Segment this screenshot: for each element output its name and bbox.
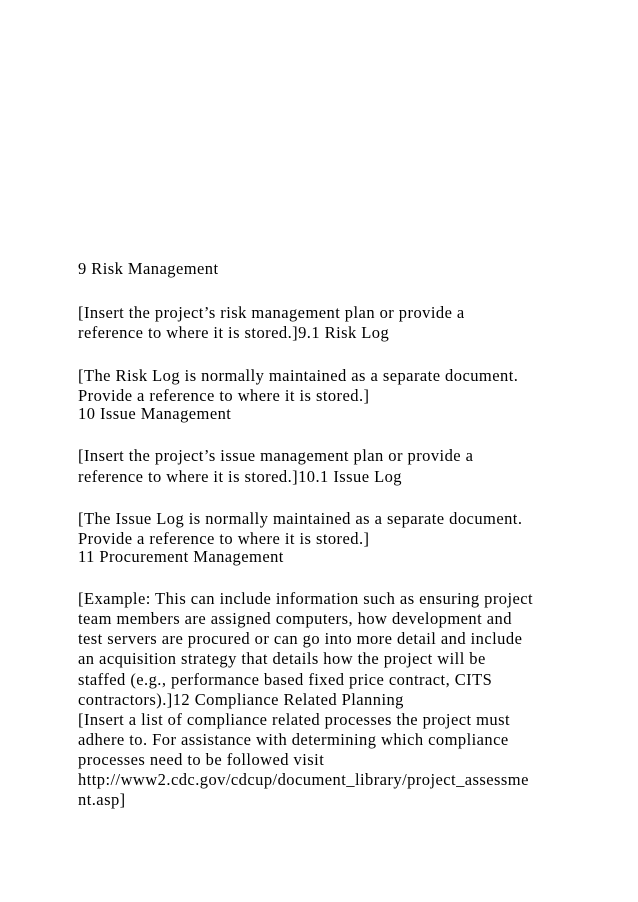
text-line: an acquisition strategy that details how the project will be <box>78 649 486 668</box>
text-line: [The Issue Log is normally maintained as a separate document. <box>78 509 523 528</box>
heading-procurement-management: 11 Procurement Management <box>78 547 284 566</box>
text-line: [Example: This can include information such as ensuring project <box>78 589 534 608</box>
text-line: team members are assigned computers, how development and <box>78 609 512 628</box>
text-line: contractors).]12 Compliance Related Planning <box>78 690 404 709</box>
text-line: processes need to be followed visit <box>78 750 325 769</box>
text-line: adhere to. For assistance with determining which compliance <box>78 730 509 749</box>
text-line: Provide a reference to where it is stored.] <box>78 529 370 548</box>
heading-risk-management: 9 Risk Management <box>78 259 219 278</box>
url-line: http://www2.cdc.gov/cdcup/document_library/project_assessme <box>78 770 529 789</box>
text-line: test servers are procured or can go into more detail and include <box>78 629 523 648</box>
text-line: [Insert the project’s risk management plan or provide a <box>78 303 465 322</box>
text-line: reference to where it is stored.]10.1 Issue Log <box>78 467 402 486</box>
text-line: staffed (e.g., performance based fixed price contract, CITS <box>78 670 493 689</box>
text-line: [The Risk Log is normally maintained as a separate document. <box>78 366 519 385</box>
text-line: Provide a reference to where it is stored.] <box>78 386 370 405</box>
heading-issue-management: 10 Issue Management <box>78 404 232 423</box>
text-line: reference to where it is stored.]9.1 Risk Log <box>78 323 390 342</box>
text-line: [Insert a list of compliance related processes the project must <box>78 710 510 729</box>
text-line: [Insert the project’s issue management plan or provide a <box>78 446 474 465</box>
url-line: nt.asp] <box>78 790 126 809</box>
